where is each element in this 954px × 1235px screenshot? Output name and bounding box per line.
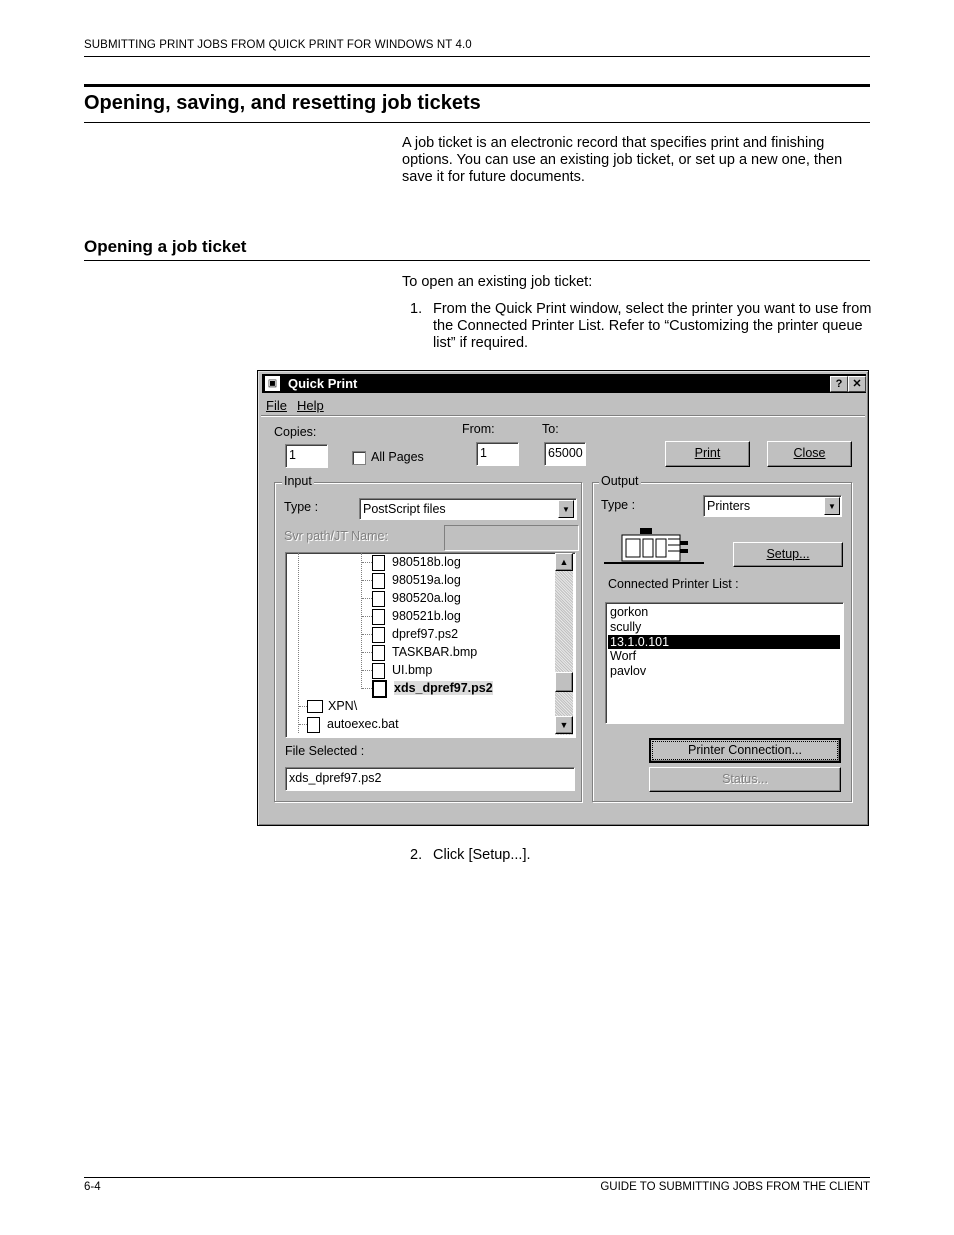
from-field[interactable]: 1	[476, 442, 519, 466]
all-pages-label: All Pages	[371, 450, 424, 464]
section-rule-bottom	[84, 122, 870, 123]
tree-file-item[interactable]: 980520a.log	[362, 589, 461, 607]
output-type-label: Type :	[601, 498, 636, 512]
intro-paragraph: A job ticket is an electronic record that specifies print and finishing options. You can use an existing job ticket, or set up a new one, then save it for future documents.	[402, 135, 843, 185]
printer-list-item[interactable]: scully	[610, 620, 642, 634]
lead-text: To open an existing job ticket:	[402, 274, 593, 290]
copies-label: Copies:	[274, 425, 317, 439]
input-type-label: Type :	[284, 500, 319, 514]
printer-connection-button[interactable]: Printer Connection...	[649, 738, 841, 763]
input-type-select[interactable]: PostScript files	[359, 498, 577, 520]
printer-list-item-selected[interactable]: 13.1.0.101	[608, 635, 840, 649]
printer-list-item[interactable]: gorkon	[610, 605, 649, 619]
from-label: From:	[462, 422, 495, 436]
menu-file[interactable]: File	[266, 398, 287, 413]
folder-icon	[307, 700, 323, 713]
file-icon	[372, 680, 387, 698]
tree-file-item[interactable]: 980518b.log	[362, 553, 461, 571]
to-field[interactable]: 65000	[544, 442, 586, 466]
tree-file-item[interactable]: autoexec.bat	[299, 715, 399, 733]
scroll-thumb[interactable]	[555, 672, 573, 692]
printer-list[interactable]	[605, 602, 844, 724]
header-rule	[84, 56, 870, 57]
file-icon	[372, 627, 385, 643]
tree-file-item[interactable]: dpref97.ps2	[362, 625, 458, 643]
file-icon	[372, 555, 385, 571]
step-number: 1.	[410, 301, 423, 317]
file-selected-field[interactable]: xds_dpref97.ps2	[285, 767, 575, 791]
close-button[interactable]: Close	[767, 441, 852, 467]
setup-button[interactable]: Setup...	[733, 542, 843, 567]
footer-rule	[84, 1177, 870, 1178]
to-label: To:	[542, 422, 559, 436]
chevron-down-icon[interactable]: ▼	[824, 497, 840, 515]
file-tree[interactable]	[285, 552, 576, 738]
file-selected-label: File Selected :	[285, 744, 365, 758]
tree-folder-item[interactable]: XPN\	[299, 697, 357, 715]
tree-file-item[interactable]: 980521b.log	[362, 607, 461, 625]
scroll-down-arrow-icon[interactable]: ▼	[555, 716, 573, 734]
printer-list-item[interactable]: Worf	[610, 649, 637, 663]
step-text: Click [Setup...].	[433, 847, 531, 863]
file-icon	[372, 663, 385, 679]
svr-path-label: Svr path/JT Name:	[284, 529, 388, 543]
output-type-select[interactable]: Printers	[703, 495, 842, 517]
file-icon	[372, 609, 385, 625]
section-rule-top	[84, 84, 870, 87]
menu-separator	[261, 415, 865, 416]
step-number: 2.	[410, 847, 423, 863]
printer-graphic-icon	[604, 527, 704, 565]
tree-file-item[interactable]: 980519a.log	[362, 571, 461, 589]
menu-help[interactable]: Help	[297, 398, 324, 413]
input-group-label: Input	[284, 474, 312, 488]
tree-scrollbar[interactable]	[555, 553, 573, 735]
scroll-up-arrow-icon[interactable]: ▲	[555, 553, 573, 571]
printer-list-label: Connected Printer List :	[608, 577, 739, 591]
chevron-down-icon[interactable]: ▼	[558, 500, 574, 518]
quick-print-dialog	[257, 370, 869, 826]
dialog-title: Quick Print	[288, 376, 358, 391]
footer-title: GUIDE TO SUBMITTING JOBS FROM THE CLIENT	[600, 1181, 870, 1193]
all-pages-checkbox[interactable]	[352, 451, 366, 465]
copies-field[interactable]: 1	[285, 444, 328, 468]
status-button[interactable]: Status...	[649, 767, 841, 792]
file-icon	[307, 717, 320, 733]
subsection-rule	[84, 260, 870, 261]
section-title: Opening, saving, and resetting job tickets	[84, 92, 481, 114]
step-text: From the Quick Print window, select the printer you want to use from the Connected Printer List. Refer to “Customizing the printer queue list” if required.	[433, 301, 872, 351]
tree-file-item-selected[interactable]: xds_dpref97.ps2	[362, 679, 493, 697]
file-icon	[372, 645, 385, 661]
print-button[interactable]: Print	[665, 441, 750, 467]
close-title-button[interactable]: ✕	[848, 376, 866, 392]
file-icon	[372, 591, 385, 607]
tree-file-item[interactable]: TASKBAR.bmp	[362, 643, 477, 661]
printer-app-icon: ▣	[265, 376, 280, 391]
running-header: SUBMITTING PRINT JOBS FROM QUICK PRINT FOR WINDOWS NT 4.0	[84, 39, 472, 51]
printer-list-item[interactable]: pavlov	[610, 664, 647, 678]
output-group-label: Output	[601, 474, 639, 488]
help-title-button[interactable]: ?	[830, 376, 848, 392]
title-bar	[262, 374, 866, 393]
subsection-title: Opening a job ticket	[84, 237, 247, 256]
tree-file-item[interactable]: UI.bmp	[362, 661, 432, 679]
svr-path-field	[444, 525, 579, 551]
file-icon	[372, 573, 385, 589]
page-number: 6-4	[84, 1181, 101, 1193]
